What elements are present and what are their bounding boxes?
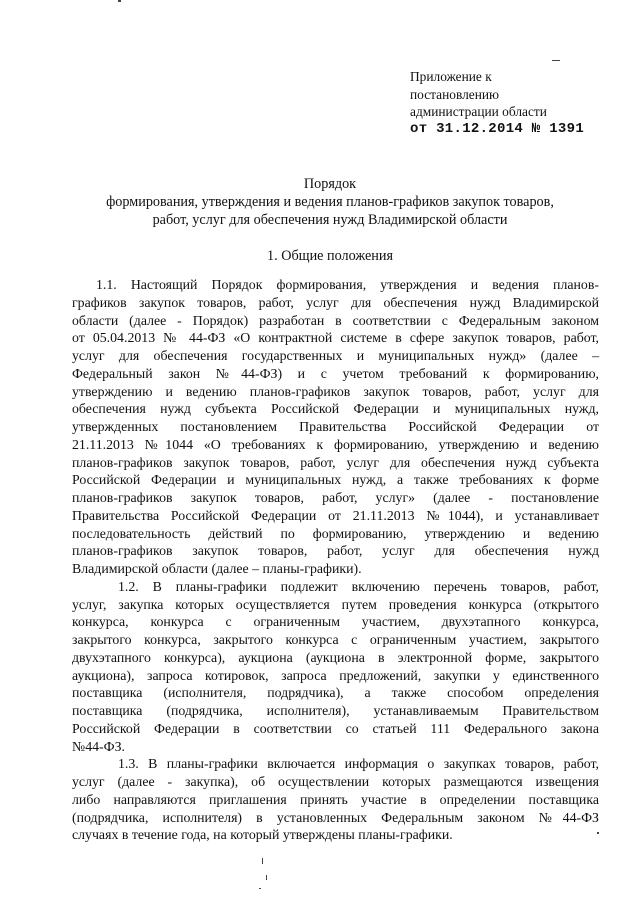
paragraph-line: Российской Федерации и муниципальных нужд, а также требованиях к форме — [72, 472, 599, 488]
paragraph-line: 1.3. В планы-графики включается информация о закупках товаров, работ, — [118, 756, 599, 772]
document-title — [60, 175, 600, 229]
paragraph-line: случаях в течение года, на который утверждены планы-графики. — [72, 827, 453, 843]
paragraph-line: 1.2. В планы-графики подлежит включению перечень товаров, работ, — [118, 578, 599, 594]
paragraph-line: 21.11.2013 №1044 «О требованиях к формированию, утверждению и ведению — [72, 436, 599, 452]
paragraph-line: Правительства Российской Федерации от 21.11.2013 №1044), и устанавливает — [72, 507, 599, 523]
paragraph-line: обеспечения нужд субъекта Российской Федерации и муниципальных нужд, — [72, 401, 599, 417]
paragraph-line: Российской Федерации в соответствии со статьей 111 Федерального закона — [72, 720, 599, 736]
paragraph-line: утверждению и ведению планов-графиков закупок товаров, работ, услуг для — [72, 383, 599, 399]
paragraph-line: Владимирской области (далее – планы-графики). — [72, 561, 362, 576]
title-line: Порядок — [303, 176, 357, 192]
scan-speck — [266, 875, 267, 880]
scan-speck — [262, 858, 263, 864]
title-line: работ, услуг для обеспечения нужд Владимирской области — [152, 212, 508, 228]
scan-speck — [552, 60, 560, 61]
paragraph-line: утвержденных постановлением Правительства Российской Федерации от — [72, 419, 599, 434]
paragraph-line: планов-графиков закупок товаров, работ, услуг» (далее - постановление — [72, 490, 599, 505]
paragraph-line: планов-графиков закупок товаров, работ, услуг для обеспечения нужд — [72, 543, 599, 559]
paragraph-line: от 05.04.2013 № 44-ФЗ «О контрактной системе в сфере закупок товаров, работ, — [72, 330, 599, 346]
scan-speck — [597, 832, 599, 834]
paragraph-line: услуг, закупка которых осуществляется путем проведения конкурса (открытого — [72, 596, 599, 612]
paragraph-line: области (далее - Порядок) разработан в соответствии с Федеральным законом — [72, 312, 599, 328]
paragraph-line: 1.1. Настоящий Порядок формирования, утверждения и ведения планов- — [96, 277, 599, 292]
paragraph-line: либо направляются приглашения принять участие в определении поставщика — [72, 791, 599, 807]
appendix-block — [410, 68, 610, 138]
paragraph-line: услуг для обеспечения государственных и муниципальных нужд» (далее – — [72, 348, 599, 363]
paragraph-line: конкурса, конкурса с ограниченным участием, двухэтапного конкурса, — [72, 614, 599, 630]
paragraph-line: двухэтапного конкурса), аукциона (аукциона в электронной форме, закрытого — [72, 649, 599, 665]
scan-speck — [259, 888, 261, 889]
paragraph-line: графиков закупок товаров, работ, услуг для обеспечения нужд Владимирской — [72, 294, 599, 310]
paragraph-line: (подрядчика, исполнителя) в установленных Федеральным законом №44-ФЗ — [72, 809, 599, 825]
paragraph-line: планов-графиков закупок товаров, работ, услуг для обеспечения нужд субъекта — [72, 454, 599, 470]
paragraph-line: поставщика (исполнителя, подрядчика), а также способом определения — [72, 685, 599, 701]
section-heading: 1. Общие положения — [267, 248, 393, 264]
title-line: формирования, утверждения и ведения планов-графиков закупок товаров, — [106, 194, 554, 210]
scan-speck — [118, 0, 121, 2]
paragraph-line: Федеральный закон №44-ФЗ) и с учетом требований к формированию, — [72, 365, 599, 381]
appendix-date: от 31.12.2014 № 1391 — [410, 120, 585, 137]
paragraph-line: закрытого конкурса, закрытого конкурса с ограниченным участием, закрытого — [72, 632, 599, 647]
paragraph-line: №44-ФЗ. — [72, 738, 125, 754]
paragraph-line: услуг (далее - закупка), об осуществлении которых размещаются извещения — [72, 774, 599, 789]
appendix-line: администрации области — [410, 104, 547, 120]
paragraph-line: последовательность действий по формированию, утверждению и ведению — [72, 525, 599, 541]
appendix-line: постановлению — [410, 86, 500, 102]
paragraph-line: аукциона), запроса котировок, запроса предложений, закупки у единственного — [72, 667, 599, 683]
document-body — [72, 276, 599, 844]
paragraph-line: поставщика (подрядчика, исполнителя), устанавливаемым Правительством — [72, 703, 599, 718]
appendix-line: Приложение к — [410, 69, 492, 84]
